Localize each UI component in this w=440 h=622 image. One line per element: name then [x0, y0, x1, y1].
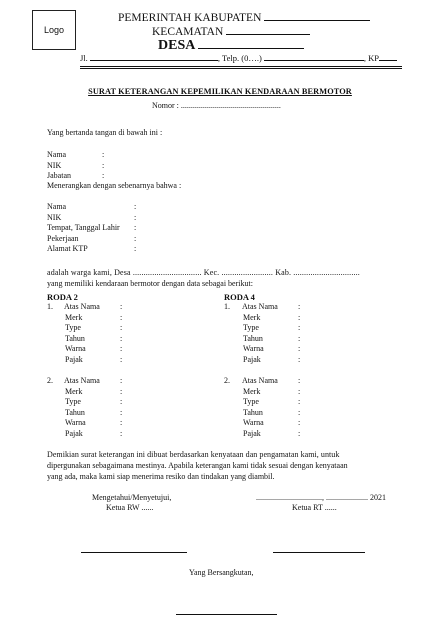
vehicle-number: 2. — [224, 376, 230, 385]
roda2-heading: RODA 2 — [47, 292, 78, 302]
vehicle-field-label: Atas Nama — [242, 376, 278, 385]
header-address — [80, 53, 397, 63]
closing-line3: yang ada, maka kami siap menerima resiko dan tindakan yang diambil. — [47, 472, 275, 481]
subject-field-label: Nama — [47, 202, 67, 211]
vehicle-field-colon: : — [298, 323, 301, 332]
vehicle-field-label: Tahun — [65, 333, 85, 343]
vehicle-number: 2. — [47, 376, 53, 385]
header-rule-top — [80, 66, 402, 67]
vehicle-field-label: Tahun — [65, 407, 85, 417]
nomor-label: Nomor : — [152, 101, 179, 110]
nomor-dots: .................................................. — [180, 101, 281, 110]
sign-left-title: Mengetahui/Menyetujui, — [92, 493, 172, 502]
vehicle-field-label: Type — [65, 323, 81, 332]
subject-field-colon: : — [134, 233, 137, 243]
vehicle-field-colon: : — [298, 397, 301, 406]
header-kecamatan — [152, 26, 310, 38]
vehicle-field-colon: : — [120, 354, 123, 364]
vehicle-field-label: Atas Nama — [64, 376, 100, 385]
header-line3: DESA — [158, 38, 195, 53]
address-kp: , KP — [363, 53, 380, 63]
vehicle-field-colon: : — [298, 386, 301, 396]
vehicle-field-colon: : — [120, 407, 123, 417]
kecamatan-blank — [226, 34, 310, 35]
vehicle-field-colon: : — [298, 312, 301, 322]
signer-field-label: Jabatan — [47, 171, 71, 180]
vehicle-field-label: Warna — [65, 418, 86, 427]
vehicle-field-label: Pajak — [65, 428, 83, 438]
signer-field-colon: : — [102, 150, 105, 159]
signature-line-rw — [81, 552, 187, 553]
address-kp-blank — [379, 60, 397, 61]
document-title: SURAT KETERANGAN KEPEMILIKAN KENDARAAN BERMOTOR — [88, 87, 352, 96]
roda4-heading: RODA 4 — [224, 292, 255, 302]
logo-label: Logo — [43, 25, 65, 35]
subject-field-colon: : — [134, 223, 137, 232]
declare-text: Menerangkan dengan sebenarnya bahwa : — [47, 181, 182, 190]
vehicle-field-colon: : — [298, 407, 301, 417]
intro-text: Yang bertanda tangan di bawah ini : — [47, 128, 163, 137]
vehicle-field-label: Atas Nama — [242, 302, 278, 311]
vehicle-field-colon: : — [120, 312, 123, 322]
vehicle-field-colon: : — [120, 428, 123, 438]
vehicle-field-colon: : — [298, 354, 301, 364]
header-line1: PEMERINTAH KABUPATEN — [118, 12, 262, 24]
address-jl-blank — [90, 60, 218, 61]
subject-field-label: Pekerjaan — [47, 233, 79, 243]
vehicle-field-colon: : — [120, 397, 123, 406]
signature-line-subject — [176, 614, 277, 615]
vehicle-field-label: Warna — [243, 344, 264, 353]
signer-field-label: Nama — [47, 150, 67, 159]
residency-line1: adalah warga kami, Desa ................................ Kec. ........................ Kab. ............................... — [47, 268, 360, 277]
closing-line1: Demikian surat keterangan ini dibuat berdasarkan kenyataan dan pengamatan kami, untuk — [47, 450, 340, 459]
signer-field-colon: : — [102, 171, 105, 180]
vehicle-field-label: Warna — [243, 418, 264, 427]
subject-field-colon: : — [134, 212, 137, 222]
desa-blank — [198, 48, 304, 49]
vehicle-field-label: Tahun — [243, 407, 263, 417]
logo-placeholder — [32, 10, 76, 50]
vehicle-number: 1. — [47, 302, 53, 311]
sign-left-role: Ketua RW ...... — [106, 503, 154, 512]
closing-line2: dipergunakan sebagaimana mestinya. Apabila keterangan kami tidak sesuai dengan kenyataan — [47, 461, 348, 470]
vehicle-field-colon: : — [120, 376, 123, 385]
vehicle-field-colon: : — [120, 418, 123, 427]
kabupaten-blank — [264, 20, 370, 21]
vehicle-field-label: Pajak — [65, 354, 83, 364]
vehicle-field-label: Warna — [65, 344, 86, 353]
vehicle-field-colon: : — [120, 386, 123, 396]
subject-field-colon: : — [134, 202, 137, 211]
address-telp-blank — [264, 60, 364, 61]
signature-line-rt — [273, 552, 365, 553]
address-telp: , Telp. (0….) — [217, 53, 262, 63]
subject-field-label: Tempat, Tanggal Lahir — [47, 223, 120, 232]
vehicle-field-label: Type — [243, 323, 259, 332]
vehicle-field-label: Merk — [65, 386, 83, 396]
vehicle-field-colon: : — [298, 333, 301, 343]
vehicle-field-label: Atas Nama — [64, 302, 100, 311]
vehicle-field-label: Merk — [243, 386, 261, 396]
subject-field-label: Alamat KTP — [47, 244, 88, 253]
vehicle-field-colon: : — [298, 302, 301, 311]
signer-field-colon: : — [102, 160, 105, 170]
header-kabupaten — [118, 12, 370, 24]
vehicle-field-label: Pajak — [243, 428, 261, 438]
sign-right-date: ................................., ..................... 2021 — [256, 493, 386, 502]
header-line2: KECAMATAN — [152, 26, 224, 38]
vehicle-number: 1. — [224, 302, 230, 311]
vehicle-field-colon: : — [120, 302, 123, 311]
subject-field-label: NIK — [47, 212, 62, 222]
subject-field-colon: : — [134, 244, 137, 253]
vehicle-field-label: Merk — [243, 312, 261, 322]
vehicle-field-colon: : — [298, 376, 301, 385]
sign-right-role: Ketua RT ...... — [292, 503, 337, 512]
vehicle-field-colon: : — [298, 428, 301, 438]
vehicle-field-label: Type — [243, 397, 259, 406]
vehicle-field-colon: : — [298, 344, 301, 353]
vehicle-field-label: Pajak — [243, 354, 261, 364]
nomor-line — [152, 101, 281, 110]
sign-bottom-title: Yang Bersangkutan, — [189, 568, 254, 577]
vehicle-field-label: Merk — [65, 312, 83, 322]
vehicle-field-colon: : — [120, 323, 123, 332]
header-desa — [158, 38, 304, 54]
vehicle-field-colon: : — [120, 333, 123, 343]
signer-field-label: NIK — [47, 160, 62, 170]
vehicle-field-colon: : — [120, 344, 123, 353]
vehicle-field-label: Type — [65, 397, 81, 406]
vehicle-field-label: Tahun — [243, 333, 263, 343]
residency-line2: yang memiliki kendaraan bermotor dengan data sebagai berikut: — [47, 279, 253, 288]
header-rule-bottom — [80, 68, 402, 69]
vehicle-field-colon: : — [298, 418, 301, 427]
address-jl: Jl. — [80, 53, 88, 63]
